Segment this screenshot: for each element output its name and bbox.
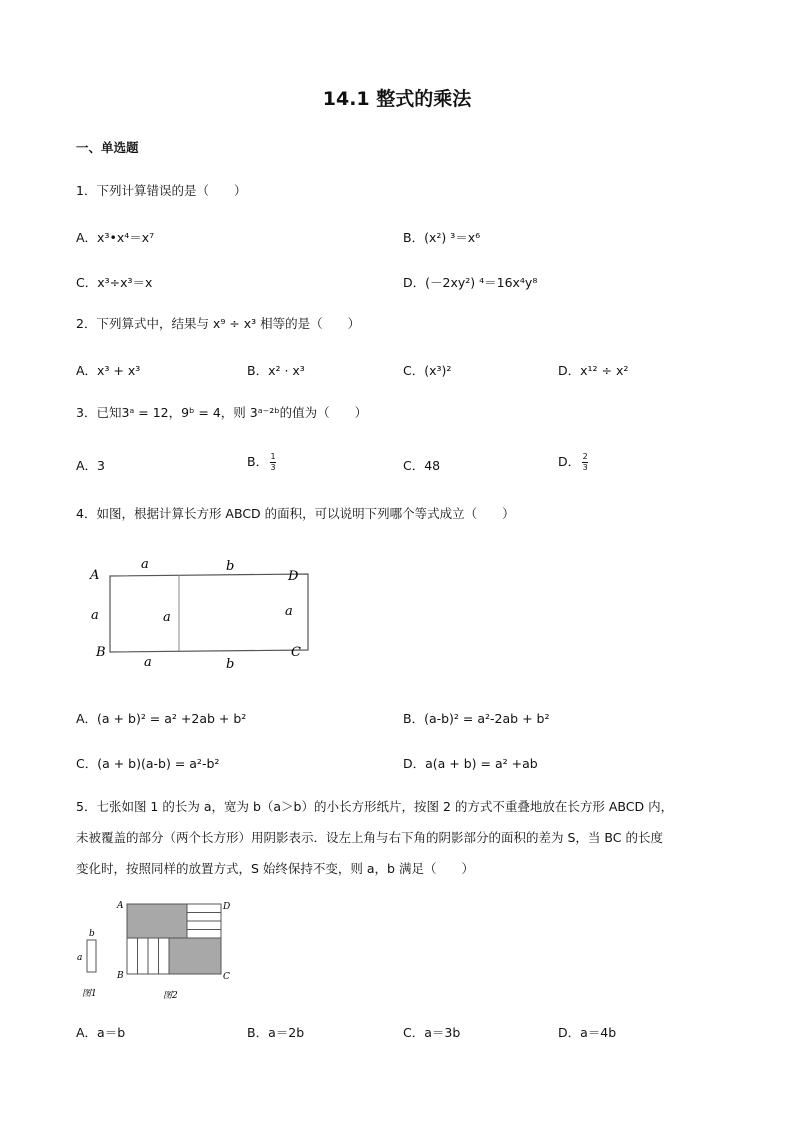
rectangle-abcd <box>110 574 308 652</box>
label-top-b: b <box>226 559 235 574</box>
q4-option-a: A．(a + b)² = a² +2ab + b² <box>76 711 247 726</box>
fig2-shaded-bottom-right <box>169 938 221 974</box>
q5-line-1: 5．七张如图 1 的长为 a，宽为 b（a＞b）的小长方形纸片，按图 2 的方式不重叠地放在长方形 ABCD 内， <box>76 799 674 814</box>
q2-option-b: B．x² · x³ <box>247 363 305 378</box>
q2-option-d: D．x¹² ÷ x² <box>558 363 629 378</box>
q5-line-3: 变化时，按照同样的放置方式，S 始终保持不变，则 a，b 满足（ ） <box>76 861 474 876</box>
label-top-a: a <box>141 557 149 572</box>
fig1-small-rectangle <box>87 940 96 972</box>
fig2-caption: 图2 <box>163 991 178 1001</box>
label-bottom-b: b <box>226 657 235 672</box>
q3-stem: 3．已知3ᵃ = 12，9ᵇ = 4，则 3ᵃ⁻²ᵇ的值为（ ） <box>76 405 368 420</box>
q5-option-a: A．a＝b <box>76 1025 126 1040</box>
q2-option-c: C．(x³)² <box>403 363 452 378</box>
fig2-label-C: C <box>223 972 230 982</box>
q3-option-b <box>247 452 276 472</box>
fig1-label-a: a <box>77 953 83 963</box>
label-right-a: a <box>285 604 293 619</box>
q1-stem: 1．下列计算错误的是（ ） <box>76 183 247 198</box>
q4-stem: 4．如图，根据计算长方形 ABCD 的面积，可以说明下列哪个等式成立（ ） <box>76 506 515 521</box>
q4-option-c: C．(a + b)(a-b) = a²-b² <box>76 756 220 771</box>
label-left-a: a <box>91 608 99 623</box>
fraction-denominator: 3 <box>582 463 588 472</box>
q1-option-d: D．(－2xy²) ⁴＝16x⁴y⁸ <box>403 275 538 290</box>
q5-figures <box>74 896 244 1006</box>
fig2-label-B: B <box>117 971 124 981</box>
fig1-label-b: b <box>89 929 95 939</box>
fig2-label-D: D <box>223 902 231 912</box>
q5-line-2: 未被覆盖的部分（两个长方形）用阴影表示．设左上角与右下角的阴影部分的面积的差为 S，当 BC 的长度 <box>76 830 663 845</box>
q3-option-a: A．3 <box>76 458 106 473</box>
q1-option-b: B．(x²) ³＝x⁶ <box>403 230 481 245</box>
section-heading: 一、单选题 <box>76 140 139 155</box>
label-C: C <box>291 645 301 660</box>
label-A: A <box>90 568 100 583</box>
fig1-caption: 图1 <box>82 989 97 999</box>
q2-option-a: A．x³ + x³ <box>76 363 141 378</box>
label-B: B <box>96 645 106 660</box>
fraction-numerator: 2 <box>582 452 588 461</box>
label-D: D <box>288 569 299 584</box>
q5-option-c: C．a＝3b <box>403 1025 461 1040</box>
fraction <box>270 453 276 472</box>
q2-stem: 2．下列算式中，结果与 x⁹ ÷ x³ 相等的是（ ） <box>76 316 361 331</box>
fig2-label-A: A <box>117 901 124 911</box>
q1-option-c: C．x³÷x³＝x <box>76 275 153 290</box>
q3-option-c: C．48 <box>403 458 441 473</box>
q4-option-b: B．(a-b)² = a²-2ab + b² <box>403 711 550 726</box>
fraction-denominator: 3 <box>270 463 276 472</box>
q1-option-a: A．x³•x⁴＝x⁷ <box>76 230 155 245</box>
q5-option-d: D．a＝4b <box>558 1025 617 1040</box>
q3-option-d <box>558 452 588 472</box>
page-title: 14.1 整式的乘法 <box>322 88 472 110</box>
q3-option-b-prefix: B． <box>247 454 269 469</box>
fraction <box>582 453 588 472</box>
fraction-numerator: 1 <box>270 452 276 461</box>
q5-option-b: B．a＝2b <box>247 1025 305 1040</box>
label-mid-a: a <box>163 610 171 625</box>
fig2-shaded-top-left <box>127 904 187 938</box>
q3-option-d-prefix: D． <box>558 454 581 469</box>
q4-option-d: D．a(a + b) = a² +ab <box>403 756 538 771</box>
label-bottom-a: a <box>144 655 152 670</box>
q4-rectangle-figure <box>80 552 320 676</box>
